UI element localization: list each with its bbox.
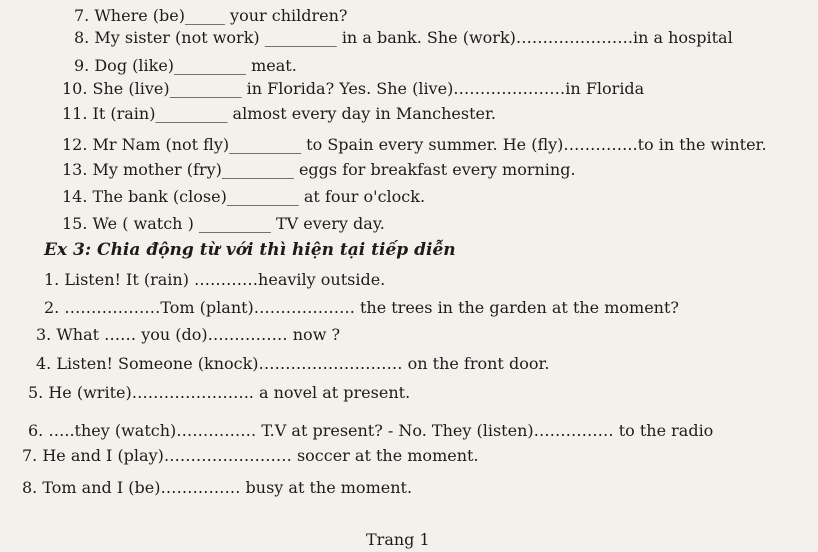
ex3-item-7: 7. He and I (play)…………………… soccer at the moment. <box>22 446 479 465</box>
ex3-item-6: 6. …..they (watch)…………… T.V at present? - No. They (listen)…………… to the radio <box>28 421 714 440</box>
question-7: 7. Where (be)_____ your children? <box>74 6 348 25</box>
ex3-item-5: 5. He (write)………………….. a novel at present. <box>28 383 411 402</box>
question-10: 10. She (live)_________ in Florida? Yes. She (live)…………………in Florida <box>62 79 645 98</box>
question-13: 13. My mother (fry)_________ eggs for breakfast every morning. <box>62 160 576 179</box>
ex3-item-2: 2. ………………Tom (plant)………………. the trees in the garden at the moment? <box>44 298 679 317</box>
question-12: 12. Mr Nam (not fly)_________ to Spain every summer. He (fly)…………..to in the winter. <box>62 135 767 154</box>
question-11: 11. It (rain)_________ almost every day in Manchester. <box>62 104 496 123</box>
page-number: Trang 1 <box>366 530 430 549</box>
exercise-3-title: Ex 3: Chia động từ với thì hiện tại tiếp diễn <box>44 240 456 260</box>
ex3-item-1: 1. Listen! It (rain) …………heavily outside. <box>44 270 386 289</box>
question-8: 8. My sister (not work) _________ in a bank. She (work)………………….in a hospital <box>74 28 733 47</box>
question-9: 9. Dog (like)_________ meat. <box>74 56 297 75</box>
question-15: 15. We ( watch ) _________ TV every day. <box>62 214 385 233</box>
ex3-item-8: 8. Tom and I (be)…………… busy at the moment. <box>22 478 413 497</box>
ex3-item-3: 3. What …… you (do)…………… now ? <box>36 325 341 344</box>
ex3-item-4: 4. Listen! Someone (knock)……………………… on the front door. <box>36 354 550 373</box>
question-14: 14. The bank (close)_________ at four o'clock. <box>62 187 426 206</box>
